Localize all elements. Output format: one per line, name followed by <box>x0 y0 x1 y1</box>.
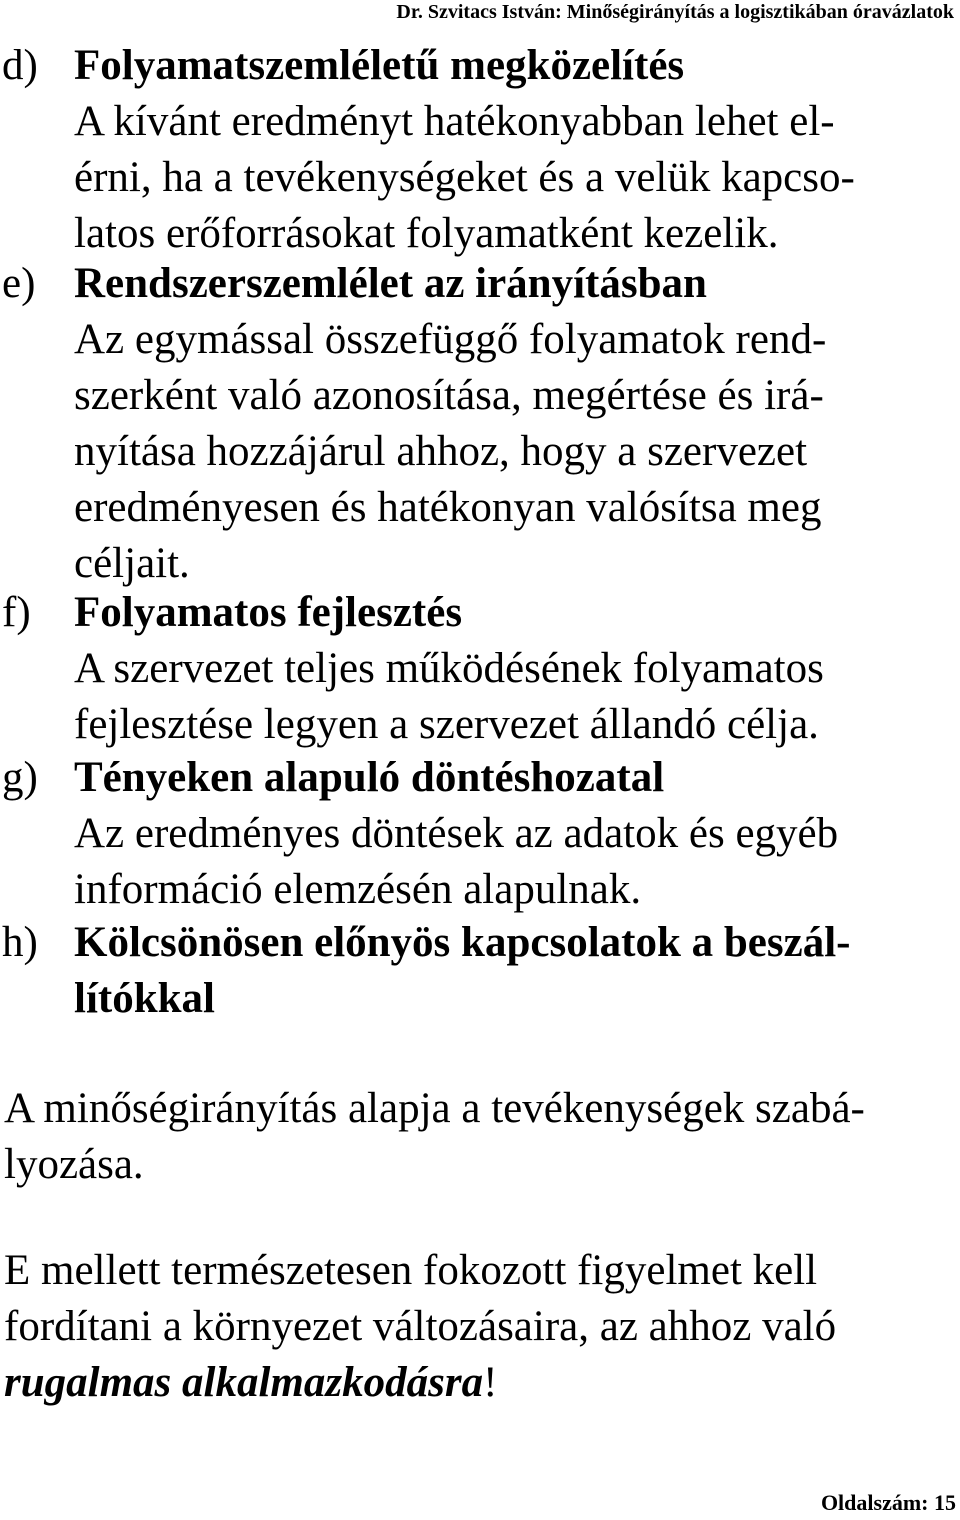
item-body-line: Az egymással összefüggő folyamatok rend- <box>74 316 827 363</box>
item-letter: f) <box>2 589 31 636</box>
item-body-line: latos erőforrásokat folyamatként kezelik. <box>74 210 779 257</box>
item-title: Kölcsönösen előnyös kapcsolatok a beszál- <box>74 919 851 966</box>
item-letter: e) <box>2 260 36 307</box>
item-letter: h) <box>2 919 38 966</box>
item-letter: g) <box>2 754 38 801</box>
paragraph-line: lyozása. <box>4 1141 144 1188</box>
item-title: Tényeken alapuló döntéshozatal <box>74 754 665 801</box>
item-letter: d) <box>2 42 38 89</box>
item-body-line: szerként való azonosítása, megértése és irá- <box>74 372 824 419</box>
paragraph-line: E mellett természetesen fokozott figyelmet kell <box>4 1247 818 1294</box>
paragraph-line: A minőségirányítás alapja a tevékenységek szabá- <box>4 1085 865 1132</box>
item-body-line: A kívánt eredményt hatékonyabban lehet el- <box>74 98 835 145</box>
item-body-line: fejlesztése legyen a szervezet állandó célja. <box>74 701 819 748</box>
item-body-line: nyítása hozzájárul ahhoz, hogy a szervezet <box>74 428 808 475</box>
page-number: Oldalszám: 15 <box>820 1490 956 1515</box>
paragraph-line: fordítani a környezet változásaira, az ahhoz való <box>4 1303 837 1350</box>
item-body-line: információ elemzésén alapulnak. <box>74 866 642 913</box>
item-title: Folyamatszemléletű megközelítés <box>74 42 685 89</box>
item-body-line: eredményesen és hatékonyan valósítsa meg <box>74 484 822 531</box>
item-body-line: érni, ha a tevékenységeket és a velük kapcso- <box>74 154 855 201</box>
emphasis-text: rugalmas alkalmazkodásra <box>4 1359 484 1406</box>
item-body-line: céljait. <box>74 540 190 587</box>
item-body-line: Az eredményes döntések az adatok és egyéb <box>74 810 839 857</box>
item-title: lítókkal <box>74 975 215 1022</box>
item-body-line: A szervezet teljes működésének folyamatos <box>74 645 824 692</box>
page-header: Dr. Szvitacs István: Minőségirányítás a logisztikában óravázlatok <box>396 1 954 23</box>
exclamation: ! <box>483 1359 498 1406</box>
item-title: Rendszerszemlélet az irányításban <box>74 260 707 307</box>
paragraph-line <box>4 1355 497 1411</box>
item-title: Folyamatos fejlesztés <box>74 589 463 636</box>
